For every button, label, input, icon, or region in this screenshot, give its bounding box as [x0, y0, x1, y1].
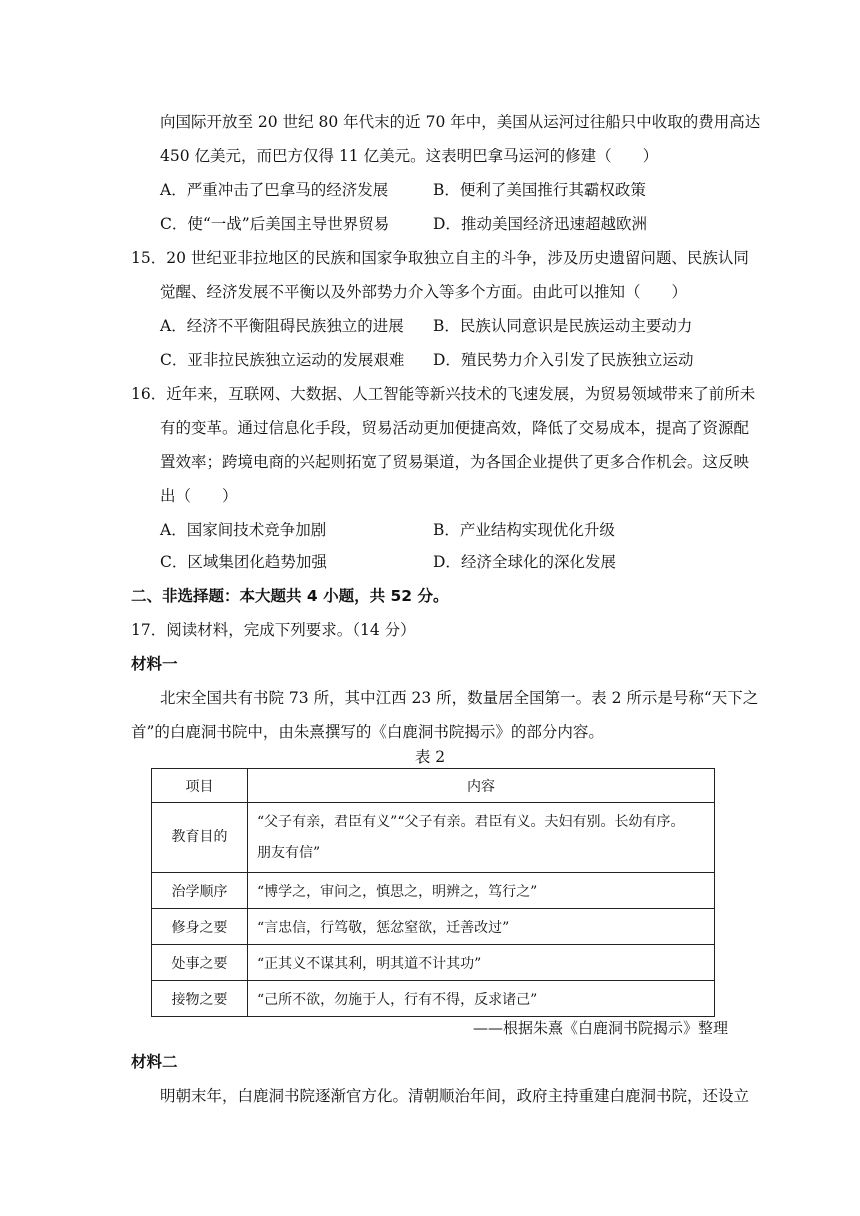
section-heading: 二、非选择题：本大题共 4 小题，共 52 分。: [131, 587, 449, 605]
table-cell-content: “言忠信，行笃敬，惩忿窒欲，迁善改过”: [248, 909, 715, 945]
option-label: A．: [160, 317, 187, 335]
table-cell-item: 治学顺序: [152, 873, 248, 909]
option-label: A．: [160, 521, 187, 539]
option-text: 经济全球化的深化发展: [460, 553, 616, 571]
q15-stem-line2: 觉醒、经济发展不平衡以及外部势力介入等多个方面。由此可以推知（ ）: [160, 283, 688, 301]
q16-option-b[interactable]: [433, 520, 615, 540]
q14-stem-line2: 450 亿美元，而巴方仅得 11 亿美元。这表明巴拿马运河的修建（ ）: [160, 147, 659, 165]
option-label: A．: [160, 181, 187, 199]
material1-line1: 北宋全国共有书院 73 所，其中江西 23 所，数量居全国第一。表 2 所示是号称“天下之: [160, 689, 759, 707]
option-label: B．: [433, 521, 460, 539]
table-source: ——根据朱熹《白鹿洞书院揭示》整理: [472, 1019, 728, 1037]
option-label: D．: [433, 351, 461, 369]
option-text: 便利了美国推行其霸权政策: [459, 181, 646, 199]
q15-option-a[interactable]: [160, 316, 404, 336]
table-row: [152, 945, 715, 981]
q16-stem-line3: 置效率；跨境电商的兴起则拓宽了贸易渠道，为各国企业提供了更多合作机会。这反映: [160, 453, 750, 471]
option-text: 产业结构实现优化升级: [459, 521, 615, 539]
option-text: 推动美国经济迅速超越欧洲: [460, 215, 647, 233]
option-label: D．: [433, 553, 461, 571]
option-label: B．: [433, 317, 460, 335]
table-row: [152, 981, 715, 1017]
option-label: C．: [160, 215, 188, 233]
q15-option-c[interactable]: [160, 350, 404, 370]
q15-stem-line1: 15．20 世纪亚非拉地区的民族和国家争取独立自主的斗争，涉及历史遗留问题、民族认同: [131, 249, 749, 267]
table-cell-content: “博学之，审问之，慎思之，明辨之，笃行之”: [248, 873, 715, 909]
table-header-content: 内容: [248, 769, 715, 803]
q16-option-d[interactable]: [433, 552, 616, 572]
q16-stem-line1: 16．近年来，互联网、大数据、人工智能等新兴技术的飞速发展，为贸易领域带来了前所未: [131, 385, 756, 403]
option-text: 使“一战”后美国主导世界贸易: [187, 215, 390, 233]
option-text: 殖民势力介入引发了民族独立运动: [460, 351, 694, 369]
material1-line2: 首”的白鹿洞书院中，由朱熹撰写的《白鹿洞书院揭示》的部分内容。: [131, 723, 604, 741]
q15-option-b[interactable]: [433, 316, 692, 336]
content-line: “父子有亲，君臣有义”“父子有亲。君臣有义。夫妇有别。长幼有序。: [257, 813, 685, 830]
table-cell-content: [248, 803, 715, 873]
content-line: 朋友有信”: [257, 844, 321, 861]
table-caption: 表 2: [414, 748, 446, 766]
q14-option-a[interactable]: [160, 180, 388, 200]
table-cell-content: “正其义不谋其利，明其道不计其功”: [248, 945, 715, 981]
table-cell-item: 接物之要: [152, 981, 248, 1017]
q16-option-c[interactable]: [160, 552, 327, 572]
table-header-item: 项目: [152, 769, 248, 803]
option-label: D．: [433, 215, 461, 233]
option-label: B．: [433, 181, 460, 199]
table-cell-item: 修身之要: [152, 909, 248, 945]
q15-option-d[interactable]: [433, 350, 693, 370]
option-label: C．: [160, 351, 188, 369]
q14-option-b[interactable]: [433, 180, 646, 200]
table-header-row: [152, 769, 715, 803]
q14-option-c[interactable]: [160, 214, 389, 234]
option-text: 民族认同意识是民族运动主要动力: [459, 317, 693, 335]
material2-line1: 明朝末年，白鹿洞书院逐渐官方化。清朝顺治年间，政府主持重建白鹿洞书院，还设立: [160, 1087, 750, 1105]
material1-title: 材料一: [131, 655, 178, 673]
table-2: [151, 768, 715, 1017]
option-text: 国家间技术竞争加剧: [186, 521, 327, 539]
table-row: [152, 803, 715, 873]
material2-title: 材料二: [131, 1053, 178, 1071]
option-label: C．: [160, 553, 188, 571]
option-text: 区域集团化趋势加强: [187, 553, 327, 571]
table-row: [152, 909, 715, 945]
table-cell-item: 处事之要: [152, 945, 248, 981]
q16-stem-line4: 出（ ）: [160, 487, 238, 505]
q16-stem-line2: 有的变革。通过信息化手段，贸易活动更加便捷高效，降低了交易成本，提高了资源配: [160, 419, 750, 437]
q14-option-d[interactable]: [433, 214, 647, 234]
table-row: [152, 873, 715, 909]
option-text: 亚非拉民族独立运动的发展艰难: [187, 351, 405, 369]
option-text: 经济不平衡阻碍民族独立的进展: [186, 317, 404, 335]
q17-stem: 17．阅读材料，完成下列要求。（14 分）: [131, 621, 416, 639]
q14-stem-line1: 向国际开放至 20 世纪 80 年代末的近 70 年中，美国从运河过往船只中收取的费用高达: [160, 113, 761, 131]
q16-option-a[interactable]: [160, 520, 326, 540]
option-text: 严重冲击了巴拿马的经济发展: [186, 181, 389, 199]
table-cell-item: 教育目的: [152, 803, 248, 873]
table-cell-content: “己所不欲，勿施于人，行有不得，反求诸己”: [248, 981, 715, 1017]
